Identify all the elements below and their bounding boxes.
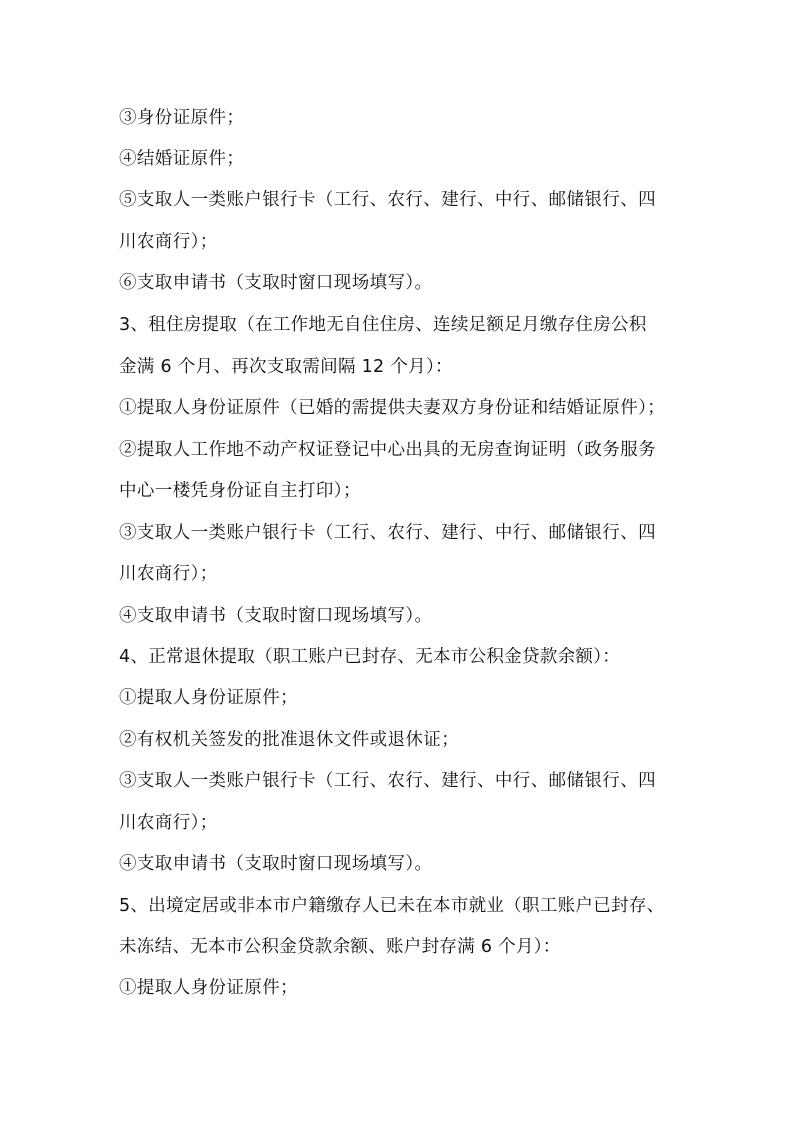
list-item: ①提取人身份证原件； [119, 978, 298, 998]
list-item: ⑤支取人一类账户银行卡（工行、农行、建行、中行、邮储银行、四 [119, 190, 656, 210]
list-item: 川农商行）； [119, 813, 218, 833]
list-item: 中心一楼凭身份证自主打印）； [119, 481, 361, 501]
section-heading: 3、租住房提取（在工作地无自住住房、连续足额足月缴存住房公积 [119, 315, 647, 335]
list-item: ④支取申请书（支取时窗口现场填写）。 [119, 854, 433, 874]
list-item: ①提取人身份证原件； [119, 688, 298, 708]
list-item: 川农商行）； [119, 232, 218, 252]
list-item: ⑥支取申请书（支取时窗口现场填写）。 [119, 273, 433, 293]
list-item: ④支取申请书（支取时窗口现场填写）。 [119, 606, 433, 626]
section-heading: 未冻结、无本市公积金贷款余额、账户封存满 6 个月）： [119, 937, 561, 957]
list-item: ②有权机关签发的批准退休文件或退休证； [119, 730, 460, 750]
list-item: ③身份证原件； [119, 108, 245, 128]
section-heading: 5、出境定居或非本市户籍缴存人已未在本市就业（职工账户已封存、 [119, 896, 665, 916]
section-heading: 4、正常退休提取（职工账户已封存、无本市公积金贷款余额）： [119, 647, 621, 667]
list-item: ①提取人身份证原件（已婚的需提供夫妻双方身份证和结婚证原件）； [119, 398, 666, 418]
list-item: ③支取人一类账户银行卡（工行、农行、建行、中行、邮储银行、四 [119, 771, 656, 791]
section-heading: 金满 6 个月、再次支取需间隔 12 个月）： [119, 357, 453, 377]
list-item: ③支取人一类账户银行卡（工行、农行、建行、中行、邮储银行、四 [119, 523, 656, 543]
list-item: ④结婚证原件； [119, 149, 245, 169]
list-item: 川农商行）； [119, 564, 218, 584]
list-item: ②提取人工作地不动产权证登记中心出具的无房查询证明（政务服务 [119, 440, 656, 460]
